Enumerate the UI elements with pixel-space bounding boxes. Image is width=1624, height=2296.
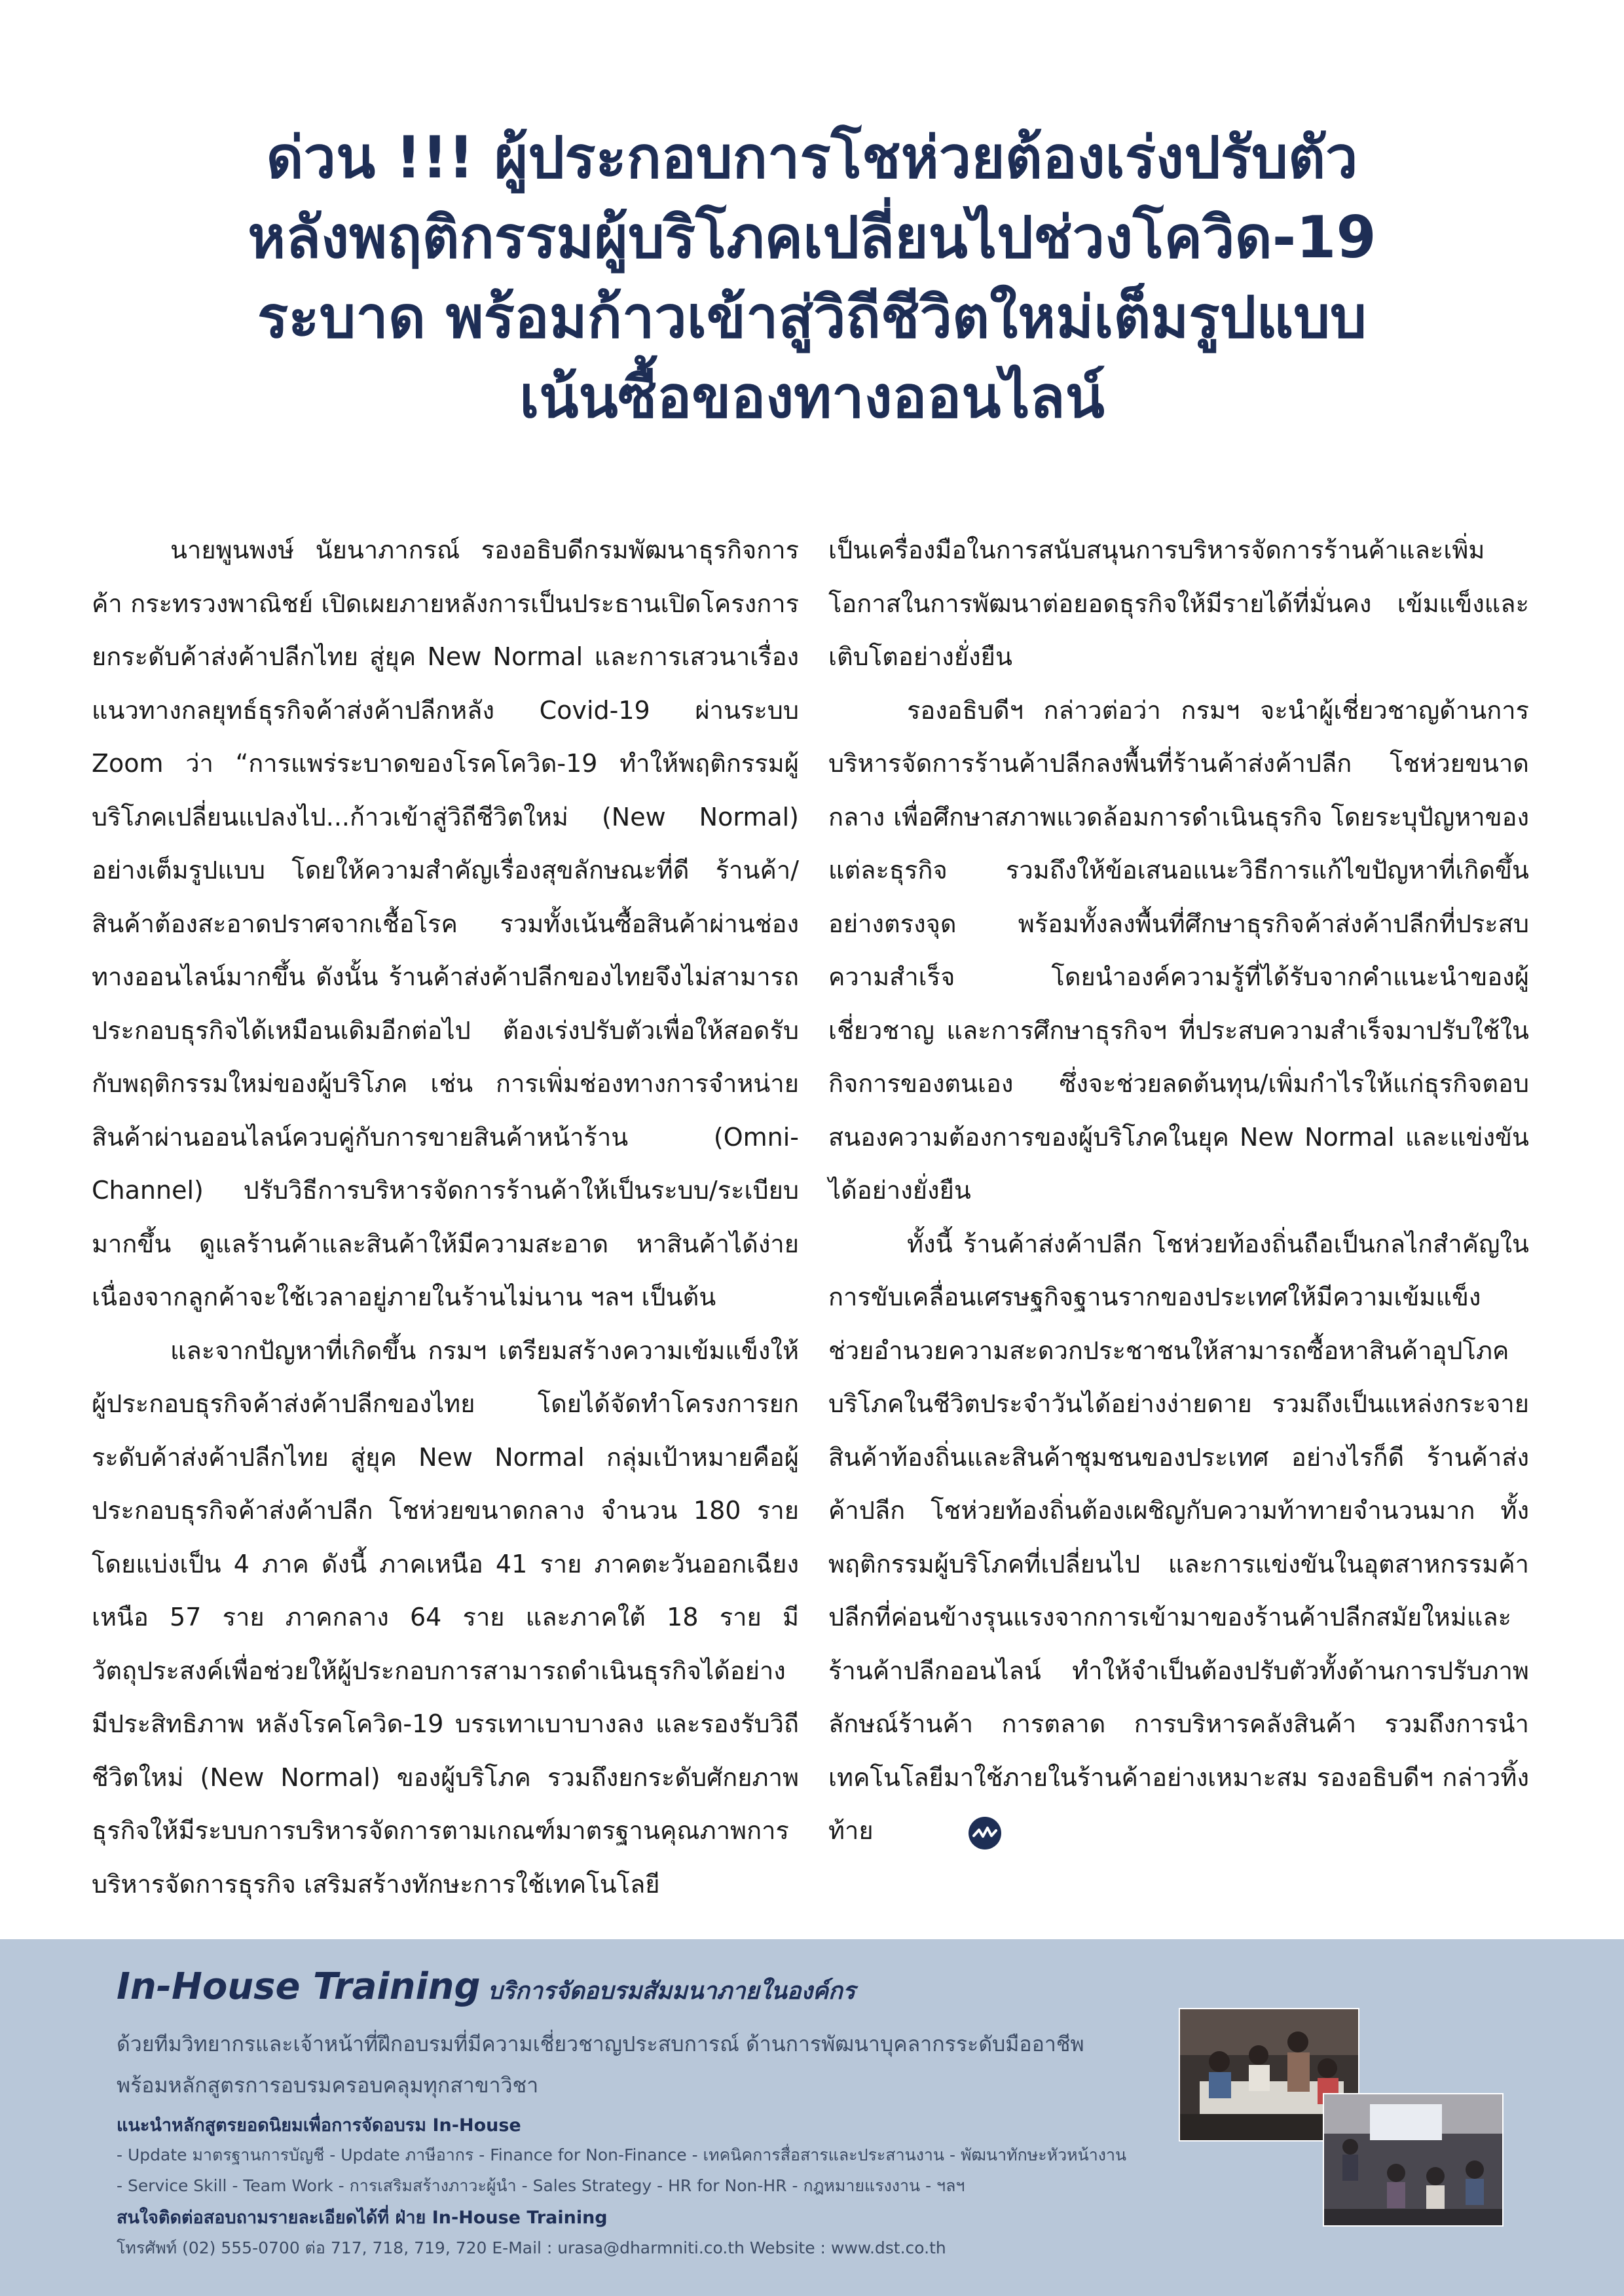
footer-tagline: บริการจัดอบรมสัมมนาภายในองค์กร bbox=[487, 1978, 856, 2005]
footer-title bbox=[117, 1965, 855, 2009]
article-paragraph-2-continued: เป็นเครื่องมือในการสนับสนุนการบริหารจัดการร้านค้าและเพิ่มโอกาสในการพัฒนาต่อยอดธุรกิจให้มีรายได้ที่มั่นคง เข้มแข็งและเติบโตอย่างยั่งยืน bbox=[828, 536, 1529, 671]
footer-contact-line: โทรศัพท์ (02) 555-0700 ต่อ 717, 718, 719, 720 E-Mail : urasa@dharmniti.co.th Website : www.dst.co.th bbox=[117, 2238, 946, 2257]
footer-courses-line-2: - Service Skill - Team Work - การเสริมสร้างภาวะผู้นำ - Sales Strategy - HR for Non-HR - กฎหมายแรงงาน - ฯลฯ bbox=[117, 2176, 965, 2195]
footer-courses-line-1: - Update มาตรฐานการบัญชี - Update ภาษีอากร - Finance for Non-Finance - เทคนิคการสื่อสารและประสานงาน - พัฒนาทักษะหัวหน้างาน bbox=[117, 2145, 1127, 2164]
headline-line-4: เน้นซื้อของทางออนไลน์ bbox=[519, 363, 1105, 431]
dst-logo-icon bbox=[889, 1815, 923, 1850]
footer-contact-heading: สนใจติดต่อสอบถามรายละเอียดได้ที่ ฝ่าย In-House Training bbox=[117, 2208, 608, 2228]
article-paragraph-2: และจากปัญหาที่เกิดขึ้น กรมฯ เตรียมสร้างความเข้มแข็งให้ผู้ประกอบธุรกิจค้าส่งค้าปลีกของไทย โดยได้จัดทำโครงการยกระดับค้าส่งค้าปลีกไทย สู่ยุค New Normal กลุ่มเป้าหมายคือผู้ประกอบธุรกิจค้าส่งค้าปลีก โชห่วยขนาดกลาง จำนวน 180 ราย โดยแบ่งเป็น 4 ภาค ดังนี้ ภาคเหนือ 41 ราย ภาคตะวันออกเฉียงเหนือ 57 ราย ภาคกลาง 64 ราย และภาคใต้ 18 ราย มีวัตถุประสงค์เพื่อช่วยให้ผู้ประกอบการสามารถดำเนินธุรกิจได้อย่างมีประสิทธิภาพ หลังโรคโควิด-19 บรรเทาเบาบางลง และรองรับวิถีชีวิตใหม่ (New Normal) ของผู้บริโภค รวมถึงยกระดับศักยภาพธุรกิจให้มีระบบการบริหารจัดการตามเกณฑ์มาตรฐานคุณภาพการบริหารจัดการธุรกิจ เสริมสร้างทักษะการใช้เทคโนโลยี bbox=[92, 1336, 799, 1899]
article-column-left bbox=[92, 524, 799, 1911]
article-paragraph-3: รองอธิบดีฯ กล่าวต่อว่า กรมฯ จะนำผู้เชี่ยวชาญด้านการบริหารจัดการร้านค้าปลีกลงพื้นที่ร้านค้าส่งค้าปลีก โชห่วยขนาดกลาง เพื่อศึกษาสภาพแวดล้อมการดำเนินธุรกิจ โดยระบุปัญหาของแต่ละธุรกิจ รวมถึงให้ข้อเสนอแนะวิธีการแก้ไขปัญหาที่เกิดขึ้นอย่างตรงจุด พร้อมทั้งลงพื้นที่ศึกษาธุรกิจค้าส่งค้าปลีกที่ประสบความสำเร็จ โดยนำองค์ความรู้ที่ได้รับจากคำแนะนำของผู้เชี่ยวชาญ และการศึกษาธุรกิจฯ ที่ประสบความสำเร็จมาปรับใช้ในกิจการของตนเอง ซึ่งจะช่วยลดต้นทุน/เพิ่มกำไรให้แก่ธุรกิจตอบสนองความต้องการของผู้บริโภคในยุค New Normal และแข่งขันได้อย่างยั่งยืน bbox=[828, 695, 1529, 1205]
footer-description-1: ด้วยทีมวิทยากรและเจ้าหน้าที่ฝึกอบรมที่มีความเชี่ยวชาญประสบการณ์ ด้านการพัฒนาบุคลากรระดับมืออาชีพ bbox=[117, 2032, 1084, 2056]
headline-line-3: ระบาด พร้อมก้าวเข้าสู่วิถีชีวิตใหม่เต็มรูปแบบ bbox=[257, 283, 1367, 351]
footer-brand: In-House Training bbox=[117, 1965, 481, 2008]
footer-banner bbox=[0, 1939, 1624, 2296]
article-paragraph-1: นายพูนพงษ์ นัยนาภากรณ์ รองอธิบดีกรมพัฒนาธุรกิจการค้า กระทรวงพาณิชย์ เปิดเผยภายหลังการเป็นประธานเปิดโครงการ ยกระดับค้าส่งค้าปลีกไทย สู่ยุค New Normal และการเสวนาเรื่อง แนวทางกลยุทธ์ธุรกิจค้าส่งค้าปลีกหลัง Covid-19 ผ่านระบบ Zoom ว่า “การแพร่ระบาดของโรคโควิด-19 ทำให้พฤติกรรมผู้บริโภคเปลี่ยนแปลงไป...ก้าวเข้าสู่วิถีชีวิตใหม่ (New Normal) อย่างเต็มรูปแบบ โดยให้ความสำคัญเรื่องสุขลักษณะที่ดี ร้านค้า/สินค้าต้องสะอาดปราศจากเชื้อโรค รวมทั้งเน้นซื้อสินค้าผ่านช่องทางออนไลน์มากขึ้น ดังนั้น ร้านค้าส่งค้าปลีกของไทยจึงไม่สามารถประกอบธุรกิจได้เหมือนเดิมอีกต่อไป ต้องเร่งปรับตัวเพื่อให้สอดรับกับพฤติกรรมใหม่ของผู้บริโภค เช่น การเพิ่มช่องทางการจำหน่ายสินค้าผ่านออนไลน์ควบคู่กับการขายสินค้าหน้าร้าน (Omni-Channel) ปรับวิธีการบริหารจัดการร้านค้าให้เป็นระบบ/ระเบียบมากขึ้น ดูแลร้านค้าและสินค้าให้มีความสะอาด หาสินค้าได้ง่าย เนื่องจากลูกค้าจะใช้เวลาอยู่ภายในร้านไม่นาน ฯลฯ เป็นต้น bbox=[92, 536, 799, 1311]
headline bbox=[85, 118, 1539, 437]
training-photo-classroom bbox=[1323, 2093, 1504, 2227]
headline-line-1: ด่วน !!! ผู้ประกอบการโชห่วยต้องเร่งปรับตัว bbox=[266, 124, 1358, 191]
article-column-right bbox=[828, 524, 1529, 1858]
headline-line-2: หลังพฤติกรรมผู้บริโภคเปลี่ยนไปช่วงโควิด-19 bbox=[248, 204, 1376, 271]
footer-courses-heading: แนะนำหลักสูตรยอดนิยมเพื่อการจัดอบรม In-House bbox=[117, 2115, 521, 2136]
article-paragraph-4-text: ทั้งนี้ ร้านค้าส่งค้าปลีก โชห่วยท้องถิ่นถือเป็นกลไกสำคัญในการขับเคลื่อนเศรษฐกิจฐานรากของประเทศให้มีความเข้มแข็ง ช่วยอำนวยความสะดวกประชาชนให้สามารถซื้อหาสินค้าอุปโภคบริโภคในชีวิตประจำวันได้อย่างง่ายดาย รวมถึงเป็นแหล่งกระจายสินค้าท้องถิ่นและสินค้าชุมชนของประเทศ อย่างไรก็ดี ร้านค้าส่งค้าปลีก โชห่วยท้องถิ่นต้องเผชิญกับความท้าทายจำนวนมาก ทั้งพฤติกรรมผู้บริโภคที่เปลี่ยนไป และการแข่งขันในอุตสาหกรรมค้าปลีกที่ค่อนข้างรุนแรงจากการเข้ามาของร้านค้าปลีกสมัยใหม่และร้านค้าปลีกออนไลน์ ทำให้จำเป็นต้องปรับตัวทั้งด้านการปรับภาพลักษณ์ร้านค้า การตลาด การบริหารคลังสินค้า รวมถึงการนำเทคโนโลยีมาใช้ภายในร้านค้าอย่างเหมาะสม รองอธิบดีฯ กล่าวทิ้งท้าย bbox=[828, 1229, 1529, 1845]
footer-description-2: พร้อมหลักสูตรการอบรมครอบคลุมทุกสาขาวิชา bbox=[117, 2073, 539, 2098]
article-paragraph-4 bbox=[828, 1218, 1529, 1858]
